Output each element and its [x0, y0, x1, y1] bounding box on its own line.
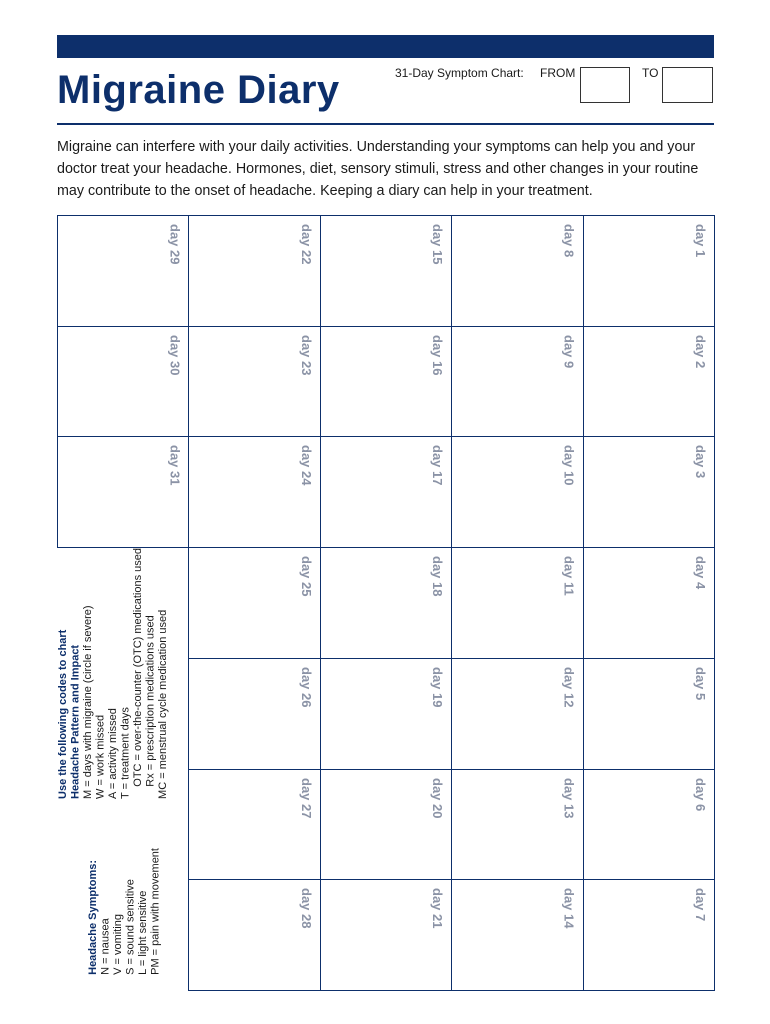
- page-title: Migraine Diary: [57, 68, 340, 112]
- day-label: day 1: [692, 224, 708, 258]
- day-cell[interactable]: [583, 436, 715, 548]
- day-label: day 25: [298, 556, 314, 597]
- legend-item: OTC = over-the-counter (OTC) medications used: [132, 548, 144, 799]
- day-cell[interactable]: [57, 436, 189, 548]
- day-cell[interactable]: [320, 547, 452, 659]
- legend-pattern-title: Headache Pattern and Impact: [69, 644, 82, 799]
- to-date-field[interactable]: [662, 67, 713, 103]
- legend-item: MC = menstrual cycle medication used: [157, 609, 169, 799]
- day-label: day 22: [298, 224, 314, 265]
- day-cell[interactable]: [320, 658, 452, 770]
- day-label: day 7: [692, 888, 708, 922]
- legend-item: L = light sensitive: [137, 890, 149, 975]
- day-label: day 2: [692, 334, 708, 368]
- day-cell[interactable]: [451, 436, 583, 548]
- legend-item: T = treatment days: [119, 707, 132, 799]
- day-label: day 14: [561, 888, 577, 929]
- day-label: day 3: [692, 445, 708, 479]
- day-label: day 23: [298, 334, 314, 376]
- day-cell[interactable]: [188, 215, 320, 327]
- day-label: day 8: [561, 224, 577, 258]
- day-label: day 29: [167, 224, 183, 265]
- day-cell[interactable]: [583, 215, 715, 327]
- day-label: day 12: [561, 666, 577, 708]
- day-cell[interactable]: [188, 769, 320, 881]
- day-label: day 28: [298, 888, 314, 929]
- legend-item: V = vomiting: [112, 914, 124, 975]
- day-label: day 9: [561, 334, 577, 368]
- day-cell[interactable]: [320, 879, 452, 991]
- day-cell[interactable]: [583, 879, 715, 991]
- day-cell[interactable]: [188, 658, 320, 770]
- from-label: FROM: [540, 66, 576, 80]
- header-divider: [57, 123, 714, 125]
- legend-item: A = activity missed: [107, 708, 119, 799]
- day-cell[interactable]: [451, 879, 583, 991]
- header-bar: [57, 35, 714, 58]
- day-label: day 17: [430, 445, 446, 486]
- legend-intro: Use the following codes to chart: [57, 629, 69, 799]
- day-cell[interactable]: [320, 769, 452, 881]
- day-cell[interactable]: [57, 215, 189, 327]
- day-label: day 10: [561, 445, 577, 486]
- day-label: day 31: [167, 445, 183, 486]
- day-cell[interactable]: [451, 326, 583, 438]
- day-cell[interactable]: [320, 215, 452, 327]
- day-cell[interactable]: [320, 326, 452, 438]
- to-label: TO: [642, 66, 659, 80]
- intro-paragraph: Migraine can interfere with your daily activities. Understanding your symptoms can help you and your doctor treat your headache. Hormones, diet, sensory stimuli, stress and other changes in your routine may contribute to the onset of headache. Keeping a diary can help in your treatment.: [57, 139, 699, 199]
- day-label: day 21: [430, 888, 446, 929]
- legend-item: Rx = prescription medications used: [144, 615, 157, 799]
- legend-item: S = sound sensitive: [124, 879, 137, 975]
- day-label: day 27: [298, 777, 314, 819]
- day-label: day 6: [692, 777, 708, 811]
- day-cell[interactable]: [583, 658, 715, 770]
- day-label: day 5: [692, 666, 708, 701]
- day-cell[interactable]: [451, 547, 583, 659]
- legend-item: N = nausea: [99, 918, 112, 975]
- legend-codes-column: [57, 548, 170, 799]
- legend-item: W = work missed: [94, 714, 107, 799]
- day-cell[interactable]: [188, 547, 320, 659]
- day-label: day 15: [430, 224, 446, 265]
- day-cell[interactable]: [583, 769, 715, 881]
- day-cell[interactable]: [583, 326, 715, 438]
- day-cell[interactable]: [188, 436, 320, 548]
- day-label: day 4: [692, 556, 708, 590]
- day-label: day 18: [430, 556, 446, 597]
- day-cell[interactable]: [583, 547, 715, 659]
- day-label: day 24: [298, 445, 314, 486]
- legend: [57, 548, 179, 990]
- from-date-field[interactable]: [580, 67, 630, 103]
- day-label: day 26: [298, 666, 314, 708]
- day-label: day 20: [430, 777, 446, 819]
- day-cell[interactable]: [57, 326, 189, 438]
- day-label: day 13: [561, 777, 577, 819]
- legend-item: PM = pain with movement: [149, 848, 162, 975]
- day-cell[interactable]: [188, 326, 320, 438]
- day-cell[interactable]: [451, 215, 583, 327]
- chart-label: 31-Day Symptom Chart:: [395, 66, 524, 80]
- day-label: day 30: [167, 334, 183, 376]
- legend-item: M = days with migraine (circle if severe): [82, 605, 94, 799]
- day-cell[interactable]: [451, 769, 583, 881]
- day-cell[interactable]: [451, 658, 583, 770]
- day-label: day 16: [430, 334, 446, 376]
- day-label: day 19: [430, 666, 446, 708]
- day-cell[interactable]: [188, 879, 320, 991]
- day-label: day 11: [561, 556, 577, 596]
- legend-symptoms-title: Headache Symptoms:: [87, 859, 99, 975]
- legend-symptoms-column: [87, 848, 162, 975]
- day-cell[interactable]: [320, 436, 452, 548]
